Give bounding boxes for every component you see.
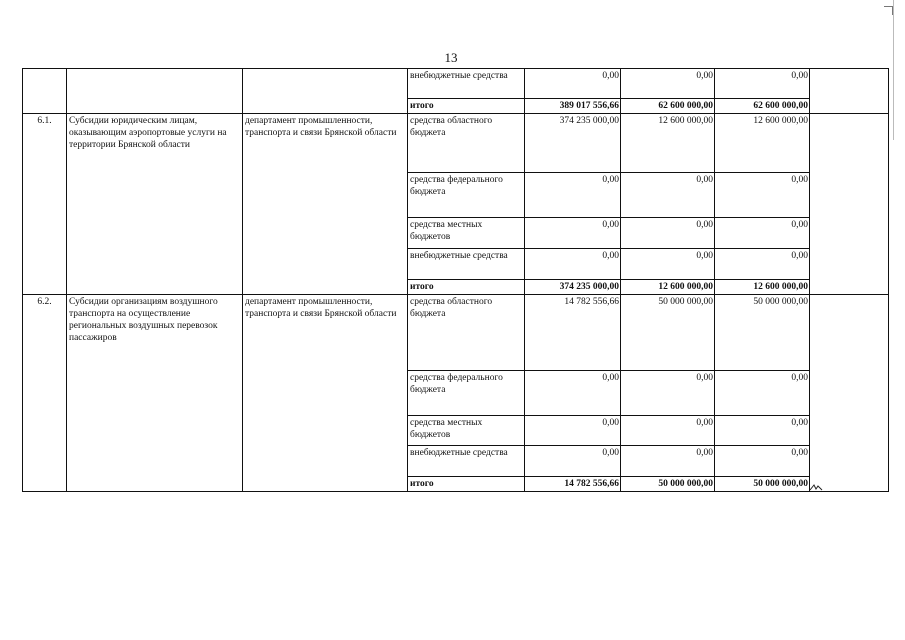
source-cell: средства федерального бюджета [408,371,525,416]
scan-corner-mark [884,6,893,15]
value-cell: 0,00 [715,173,810,218]
source-cell: внебюджетные средства [408,69,525,99]
value-cell: 0,00 [715,69,810,99]
source-cell: средства областного бюджета [408,295,525,371]
source-cell: средства областного бюджета [408,114,525,173]
value-cell: 0,00 [525,173,621,218]
value-cell: 12 600 000,00 [715,280,810,295]
source-cell: итого [408,477,525,492]
source-cell: средства местных бюджетов [408,218,525,249]
item-name: Субсидии организациям воздушного транспорта на осуществление региональных воздушных перевозок пассажиров [67,295,243,492]
value-cell: 0,00 [621,173,715,218]
value-cell: 0,00 [621,69,715,99]
value-cell: 12 600 000,00 [621,280,715,295]
source-cell: внебюджетные средства [408,446,525,477]
value-cell: 0,00 [621,218,715,249]
value-cell: 50 000 000,00 [715,477,810,492]
item-executor: департамент промышленности, транспорта и связи Брянской области [243,114,408,295]
value-cell: 0,00 [525,69,621,99]
value-cell: 0,00 [525,446,621,477]
handwritten-mark-icon [809,482,823,492]
scan-edge-line [893,0,894,140]
value-cell: 12 600 000,00 [715,114,810,173]
empty-cell [810,295,889,492]
value-cell: 0,00 [715,416,810,446]
value-cell: 62 600 000,00 [621,99,715,114]
budget-table [22,68,889,492]
value-cell: 50 000 000,00 [621,295,715,371]
empty-cell [810,69,889,114]
value-cell: 50 000 000,00 [621,477,715,492]
item-name: Субсидии юридическим лицам, оказывающим аэропортовые услуги на территории Брянской области [67,114,243,295]
table-row [23,295,889,371]
value-cell: 0,00 [621,416,715,446]
value-cell: 14 782 556,66 [525,477,621,492]
value-cell: 0,00 [525,218,621,249]
name-cell [67,69,243,114]
value-cell: 50 000 000,00 [715,295,810,371]
value-cell: 0,00 [525,371,621,416]
source-cell: внебюджетные средства [408,249,525,280]
item-number: 6.1. [23,114,67,295]
value-cell: 389 017 556,66 [525,99,621,114]
value-cell: 12 600 000,00 [621,114,715,173]
value-cell: 0,00 [715,446,810,477]
empty-cell [810,114,889,295]
value-cell: 0,00 [621,446,715,477]
value-cell: 0,00 [525,249,621,280]
table-row [23,114,889,173]
number-cell [23,69,67,114]
value-cell: 62 600 000,00 [715,99,810,114]
value-cell: 374 235 000,00 [525,114,621,173]
value-cell: 0,00 [621,249,715,280]
value-cell: 0,00 [715,371,810,416]
table-row [23,69,889,99]
source-cell: средства федерального бюджета [408,173,525,218]
item-number: 6.2. [23,295,67,492]
value-cell: 374 235 000,00 [525,280,621,295]
source-cell: средства местных бюджетов [408,416,525,446]
page-number: 13 [444,50,458,65]
value-cell: 14 782 556,66 [525,295,621,371]
source-cell: итого [408,99,525,114]
item-executor: департамент промышленности, транспорта и связи Брянской области [243,295,408,492]
executor-cell [243,69,408,114]
value-cell: 0,00 [525,416,621,446]
source-cell: итого [408,280,525,295]
value-cell: 0,00 [715,218,810,249]
value-cell: 0,00 [715,249,810,280]
value-cell: 0,00 [621,371,715,416]
